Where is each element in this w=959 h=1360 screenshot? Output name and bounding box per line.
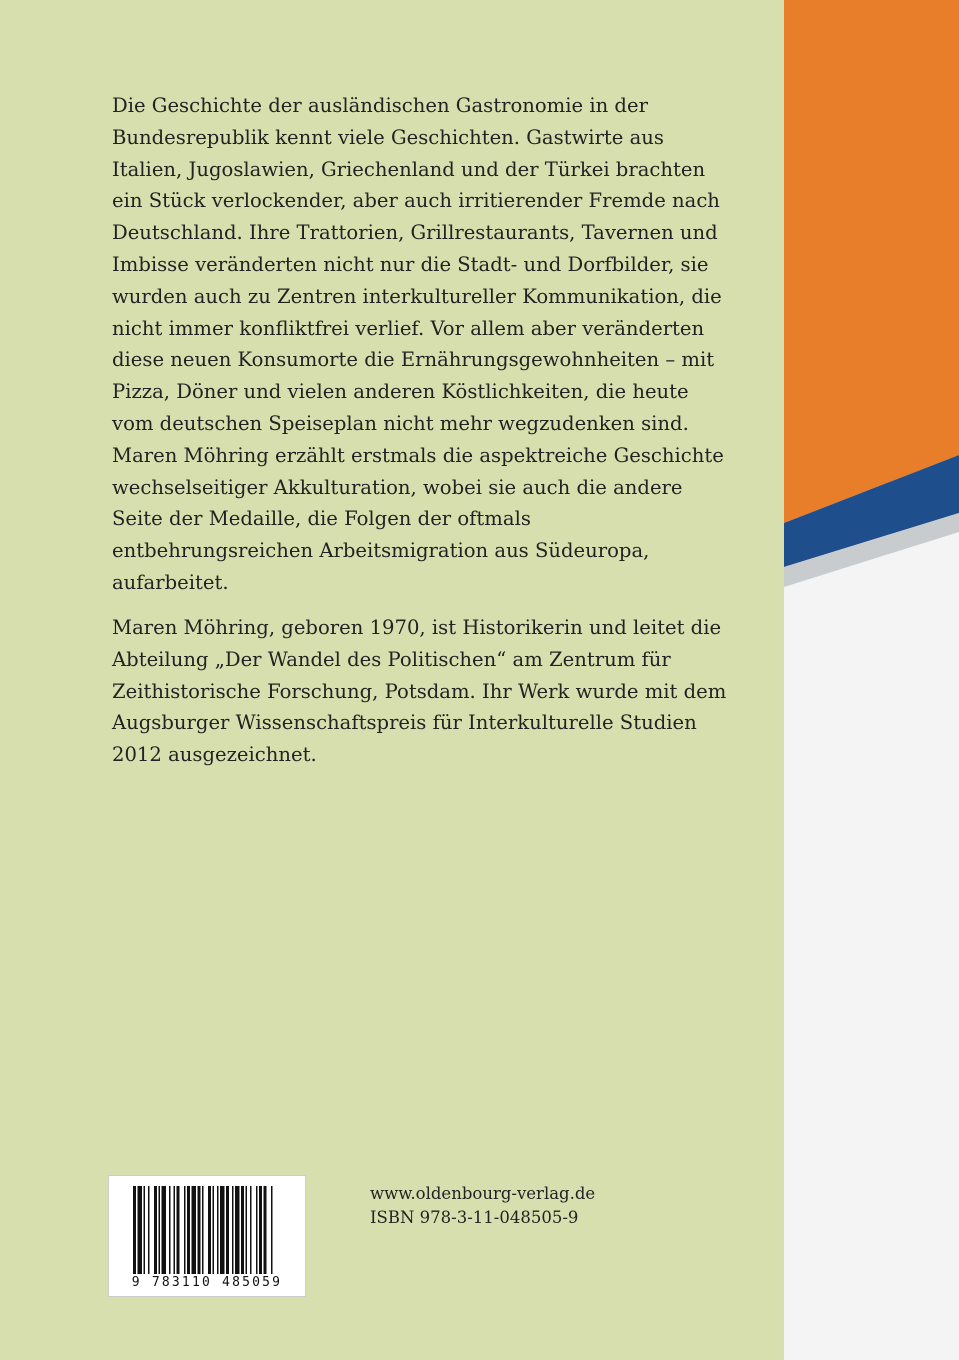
barcode-bar	[148, 1186, 150, 1274]
barcode-bar	[184, 1186, 186, 1274]
isbn-barcode	[108, 1175, 306, 1297]
barcode-bar	[208, 1186, 211, 1274]
barcode-bar	[246, 1186, 248, 1274]
barcode-bar	[133, 1186, 136, 1274]
isbn-text: ISBN 978-3-11-048505-9	[370, 1208, 579, 1227]
barcode-bar	[202, 1186, 204, 1274]
barcode-bar	[256, 1186, 258, 1274]
orange-band	[784, 0, 959, 523]
barcode-bar	[264, 1186, 267, 1274]
author-bio: Maren Möhring, geboren 1970, ist Historikerin und leitet die Abteilung „Der Wandel des Politischen“ am Zentrum für Zeithistorische Forschung, Potsdam. Ihr Werk wurde mit dem Augsburger Wissenschaftspreis für Interkulturelle Studien 2012 ausgezeichnet.	[112, 616, 727, 767]
barcode-bar	[217, 1186, 219, 1274]
barcode-bar	[220, 1186, 225, 1274]
barcode-bar	[235, 1186, 240, 1274]
barcode-bar	[192, 1186, 197, 1274]
color-bands	[784, 0, 959, 1360]
barcode-bar	[213, 1186, 215, 1274]
barcode-bar	[138, 1186, 143, 1274]
barcode-bar	[187, 1186, 190, 1274]
barcode-bar	[154, 1186, 157, 1274]
barcode-bar	[271, 1186, 273, 1274]
barcode-bar	[250, 1186, 252, 1274]
barcode-bar	[174, 1186, 176, 1274]
barcode-bar	[159, 1186, 161, 1274]
barcode-bar	[177, 1186, 180, 1274]
barcode-bar	[226, 1186, 229, 1274]
barcode-bar	[162, 1186, 167, 1274]
publisher-website[interactable]: www.oldenbourg-verlag.de	[370, 1184, 596, 1203]
barcode-bar	[198, 1186, 201, 1274]
barcode-digits: 9 783110 485059	[131, 1275, 283, 1290]
barcode-bar	[144, 1186, 146, 1274]
publisher-info	[370, 1182, 595, 1230]
spine-stripe	[784, 0, 959, 1360]
barcode-bar	[169, 1186, 171, 1274]
barcode-bar	[232, 1186, 234, 1274]
barcode-bar	[241, 1186, 244, 1274]
book-blurb: Die Geschichte der ausländischen Gastronomie in der Bundesrepublik kennt viele Geschichten. Gastwirte aus Italien, Jugoslawien, Griechenland und der Türkei brachten ein Stück verlockender, aber auch irritierender Fremde nach Deutschland. Ihre Trattorien, Grillrestaurants, Tavernen und Imbisse veränderten nicht nur die Stadt- und Dorfbilder, sie wurden auch zu Zentren interkultureller Kommunikation, die nicht immer konfliktfrei verlief. Vor allem aber veränderten diese neuen Konsumorte die Ernährungsgewohnheiten – mit Pizza, Döner und vielen anderen Köstlichkeiten, die heute vom deutschen Speiseplan nicht mehr wegzudenken sind. Maren Möhring erzählt erstmals die aspektreiche Geschichte wechselseitiger Akkulturation, wobei sie auch die andere Seite der Medaille, die Folgen der oftmals entbehrungsreichen Arbeitsmigration aus Südeuropa, aufarbeitet.	[112, 94, 724, 594]
barcode-bar	[259, 1186, 262, 1274]
